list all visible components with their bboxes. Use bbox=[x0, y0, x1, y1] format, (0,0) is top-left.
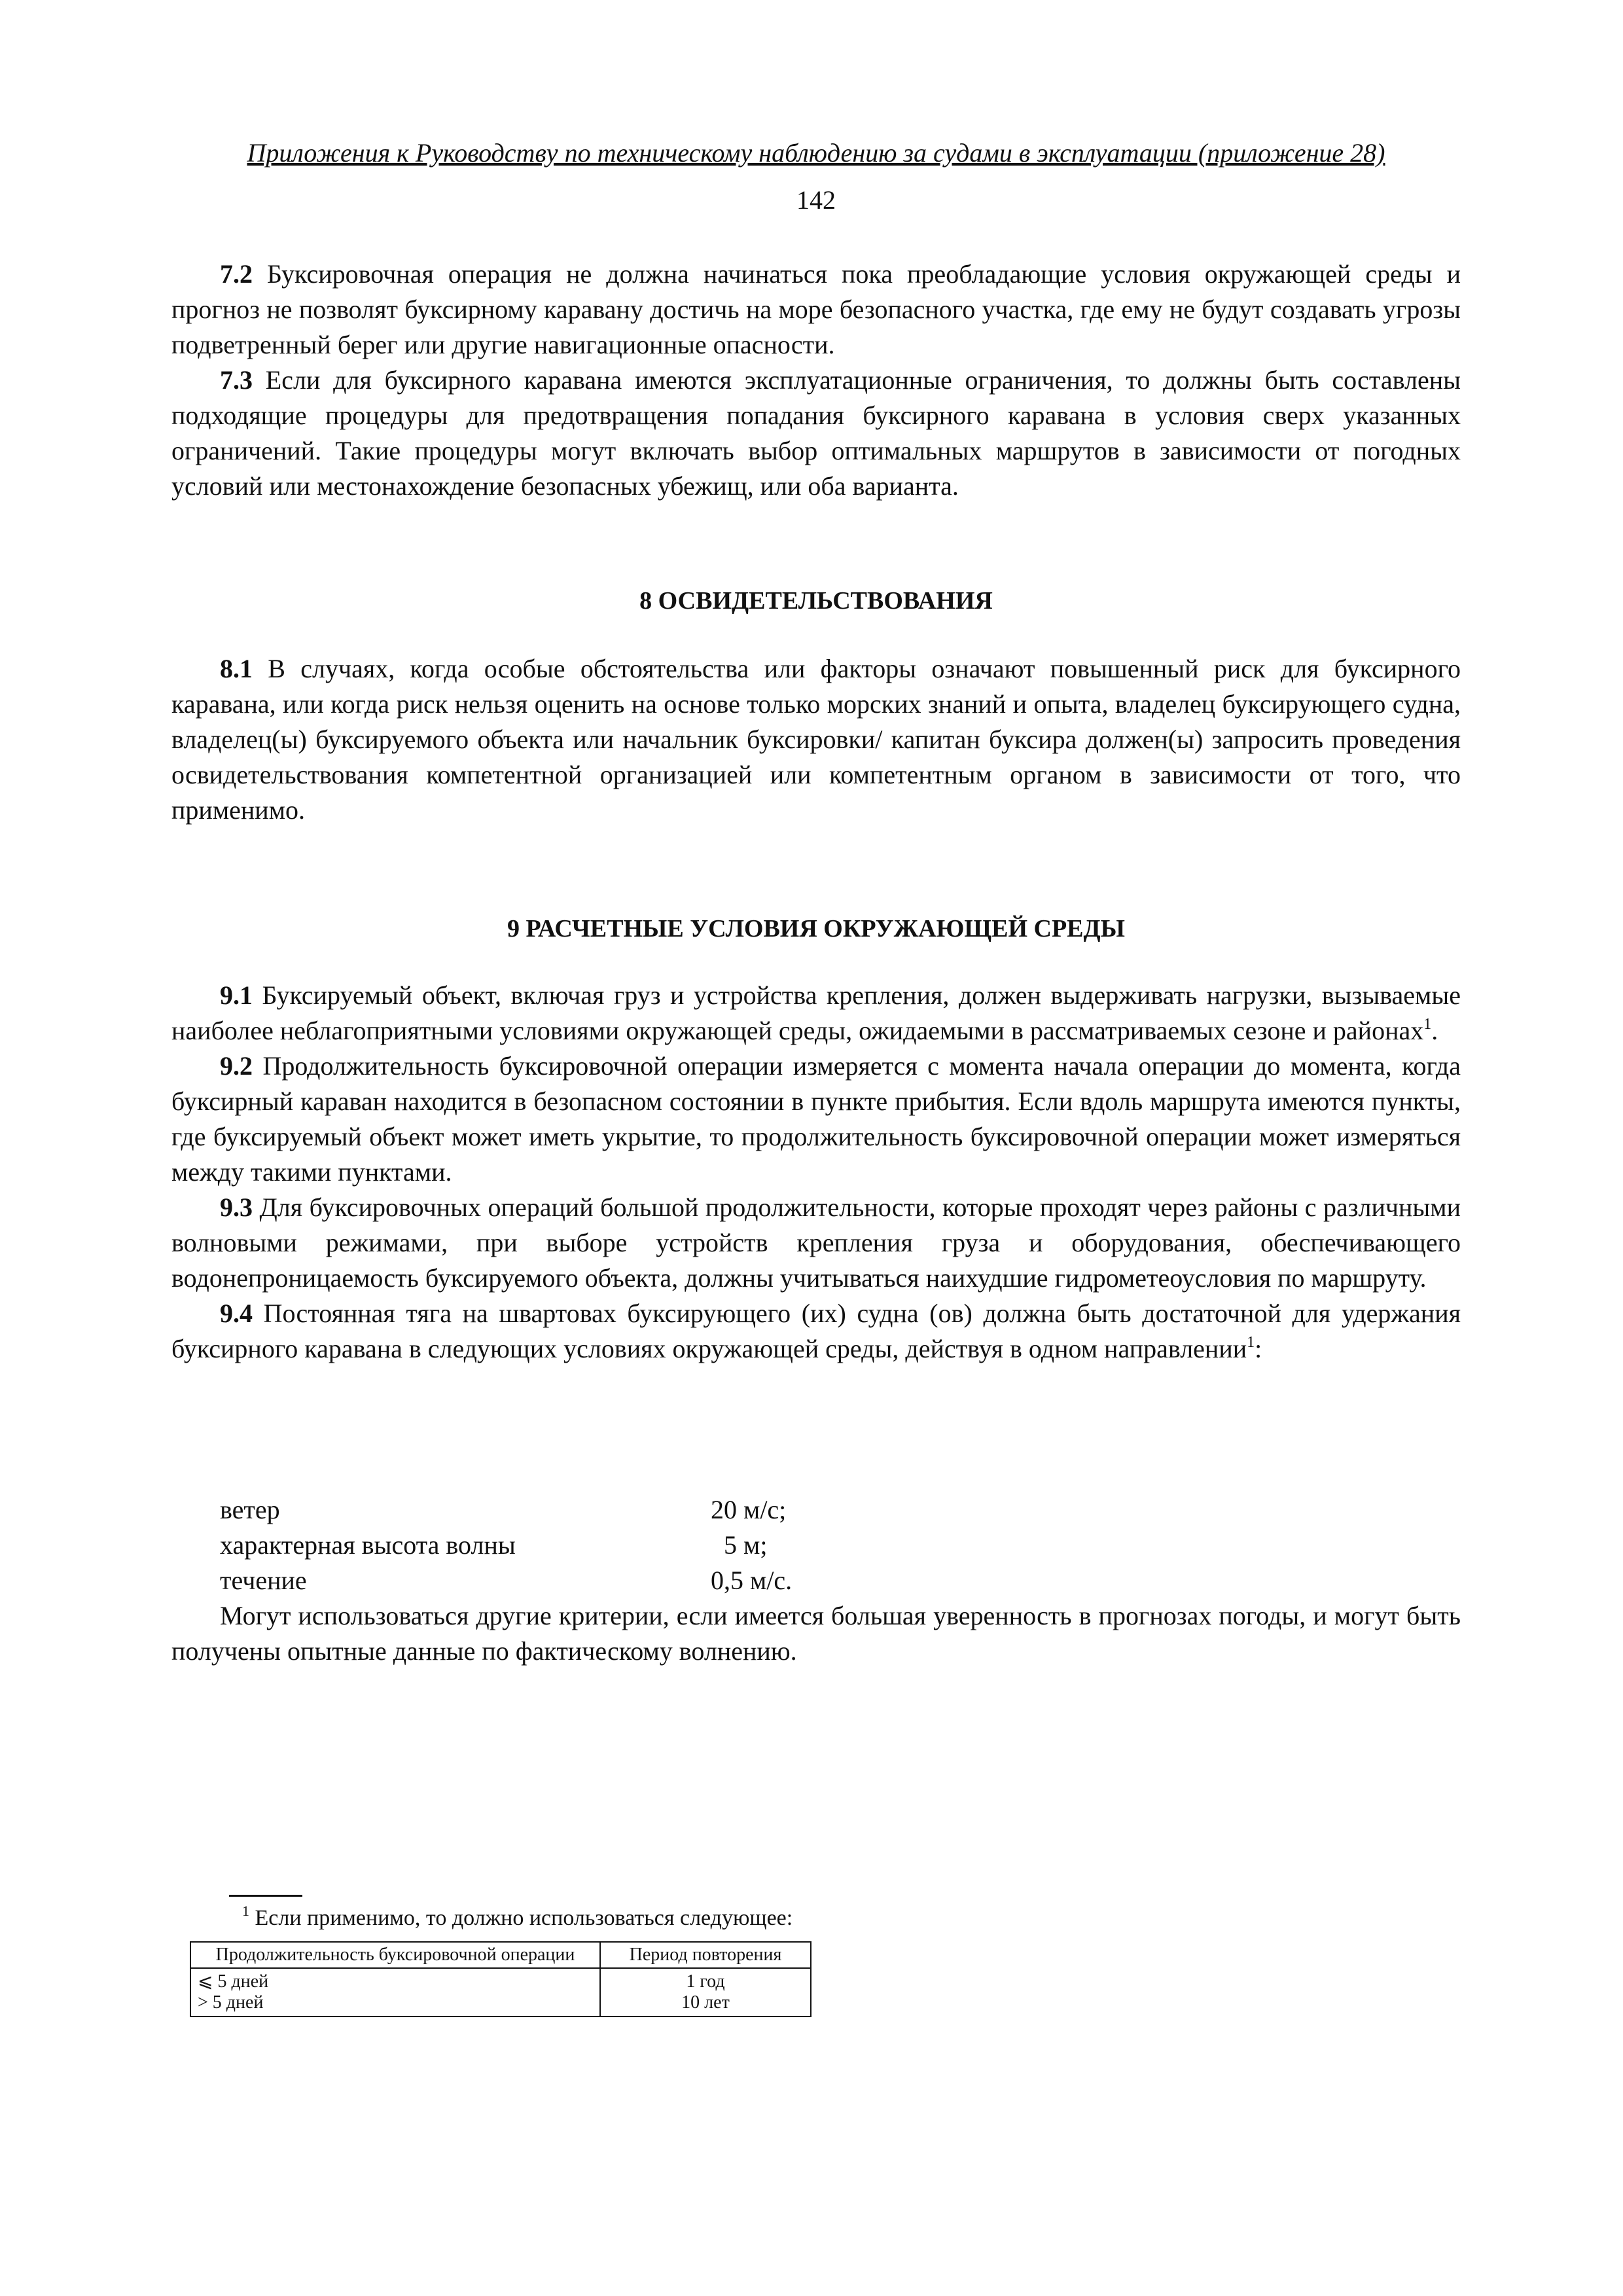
clause-number: 7.3 bbox=[220, 365, 253, 395]
paragraph-8-1 bbox=[171, 651, 1461, 828]
table-header-row bbox=[190, 1942, 811, 1968]
condition-row bbox=[220, 1528, 842, 1563]
clause-text: Буксировочная операция не должна начинаться пока преобладающие условия окружающей среды и прогноз не позволят буксирному каравану достичь на море безопасного участка, где ему не будут создавать угрозы подветренный берег или другие навигационные опасности. bbox=[171, 259, 1461, 359]
period-value: 1 год bbox=[686, 1971, 725, 1992]
clause-number: 7.2 bbox=[220, 259, 253, 289]
clause-number: 9.3 bbox=[220, 1193, 253, 1222]
table-cell-period bbox=[600, 1968, 811, 2017]
closing-paragraph: Могут использоваться другие критерии, если имеется большая уверенность в прогнозах погоды, и могут быть получены опытные данные по фактическому волнению. bbox=[171, 1601, 1461, 1666]
period-value: 10 лет bbox=[681, 1992, 730, 2013]
table-header-period: Период повторения bbox=[600, 1942, 811, 1968]
footnote-body: Если применимо, то должно использоваться следующее: bbox=[249, 1906, 793, 1930]
condition-label: ветер bbox=[220, 1495, 280, 1524]
clause-text: Для буксировочных операций большой продолжительности, которые проходят через районы с различными волновыми режимами, при выборе устройств крепления груза и оборудования, обеспечивающего водонепроницаемость буксируемого объекта, должны учитываться наихудшие гидрометеоусловия по маршруту. bbox=[171, 1193, 1461, 1293]
table-row bbox=[190, 1968, 811, 2017]
clause-text: Если для буксирного каравана имеются эксплуатационные ограничения, то должны быть составлены подходящие процедуры для предотвращения попадания буксирного каравана в условия сверх указанных ограничений. Такие процедуры могут включать выбор оптимальных маршрутов в зависимости от погодных условий или местонахождение безопасных убежищ, или оба варианта. bbox=[171, 365, 1461, 501]
condition-row bbox=[220, 1563, 842, 1598]
clause-number: 9.4 bbox=[220, 1299, 253, 1328]
footnote-mark: 1 bbox=[242, 1903, 249, 1919]
condition-value: 0,5 м/с. bbox=[711, 1566, 793, 1595]
duration-value: > 5 дней bbox=[198, 1992, 264, 2013]
paragraph-7-3 bbox=[171, 363, 1461, 504]
duration-value: ⩽ 5 дней bbox=[198, 1971, 269, 1992]
footnote-separator bbox=[229, 1895, 302, 1897]
clause-text: Продолжительность буксировочной операции измеряется с момента начала операции до момента, когда буксирный караван находится в безопасном состоянии в пункте прибытия. Если вдоль маршрута имеются пункты, где буксируемый объект может иметь укрытие, то продолжительность буксировочной операции может измеряться между такими пунктами. bbox=[171, 1051, 1461, 1187]
section-7-text bbox=[171, 257, 1461, 504]
footnote-table bbox=[190, 1941, 812, 2017]
table-cell-duration bbox=[190, 1968, 600, 2017]
conditions-list bbox=[220, 1492, 842, 1598]
closing-text bbox=[171, 1598, 1461, 1669]
section-9-text bbox=[171, 978, 1461, 1367]
clause-number: 9.1 bbox=[220, 980, 253, 1010]
page-number: 142 bbox=[796, 185, 836, 215]
clause-end: . bbox=[1431, 1016, 1438, 1045]
clause-text: Буксируемый объект, включая груз и устройства крепления, должен выдерживать нагрузки, вызываемые наиболее неблагоприятными условиями окружающей среды, ожидаемыми в рассматриваемых сезоне и районах bbox=[171, 980, 1461, 1045]
clause-text: Постоянная тяга на швартовах буксирующего (их) судна (ов) должна быть достаточной для удержания буксирного каравана в следующих условиях окружающей среды, действуя в одном направлении bbox=[171, 1299, 1461, 1363]
running-header: Приложения к Руководству по техническому наблюдению за судами в эксплуатации (приложение 28) bbox=[247, 138, 1385, 168]
clause-number: 8.1 bbox=[220, 654, 253, 683]
paragraph-7-2 bbox=[171, 257, 1461, 363]
paragraph-9-4 bbox=[171, 1296, 1461, 1367]
condition-label: течение bbox=[220, 1566, 307, 1595]
condition-value: 5 м; bbox=[711, 1530, 768, 1560]
condition-label: характерная высота волны bbox=[220, 1530, 516, 1560]
clause-number: 9.2 bbox=[220, 1051, 253, 1081]
table-header-duration: Продолжительность буксировочной операции bbox=[190, 1942, 600, 1968]
paragraph-9-1 bbox=[171, 978, 1461, 1049]
clause-end: : bbox=[1255, 1334, 1262, 1363]
footnote-ref: 1 bbox=[1247, 1334, 1255, 1351]
section-8-text bbox=[171, 651, 1461, 828]
section-8-heading: 8 ОСВИДЕТЕЛЬСТВОВАНИЯ bbox=[639, 587, 993, 615]
footnote-text bbox=[242, 1903, 793, 1931]
footnote-ref: 1 bbox=[1423, 1016, 1432, 1033]
clause-text: В случаях, когда особые обстоятельства или факторы означают повышенный риск для буксирного каравана, или когда риск нельзя оценить на основе только морских знаний и опыта, владелец буксирующего судна, владелец(ы) буксируемого объекта или начальник буксировки/ капитан буксира должен(ы) запросить проведения освидетельствования компетентной организацией или компетентным органом в зависимости от того, что применимо. bbox=[171, 654, 1461, 825]
paragraph-9-2 bbox=[171, 1049, 1461, 1190]
section-9-heading: 9 РАСЧЕТНЫЕ УСЛОВИЯ ОКРУЖАЮЩЕЙ СРЕДЫ bbox=[507, 915, 1125, 942]
condition-row bbox=[220, 1492, 842, 1528]
paragraph-9-3 bbox=[171, 1190, 1461, 1296]
condition-value: 20 м/с; bbox=[711, 1495, 787, 1524]
